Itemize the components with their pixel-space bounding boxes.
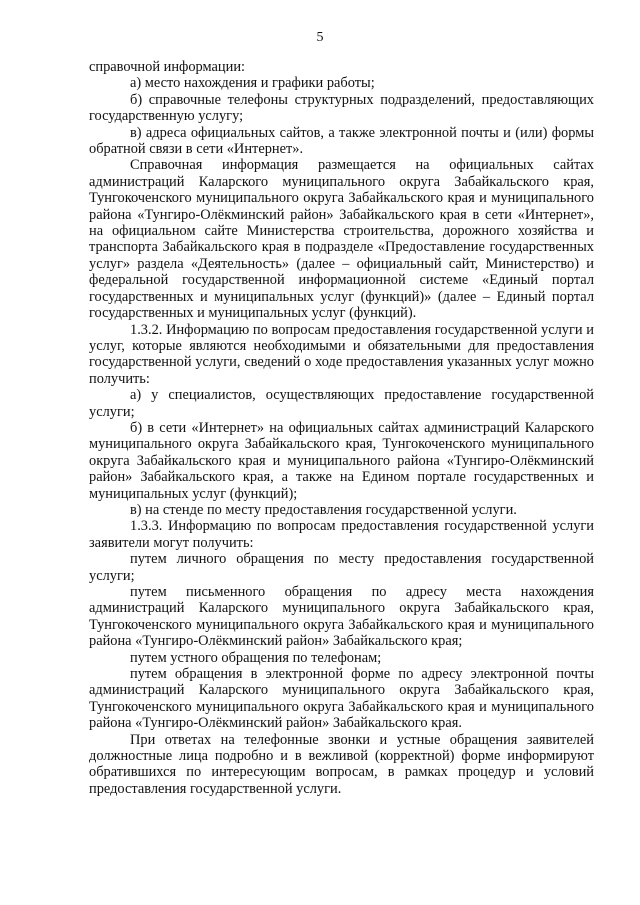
paragraph: Справочная информация размещается на официальных сайтах администраций Каларского муниципального округа Забайкальского края, Тунгокоченского муниципального округа Забайкальского края и муниципального района «Тунгиро-Олёкминский район» Забайкальского края в сети «Интернет», на официальном сайте Министерства строительства, дорожного хозяйства и транспорта Забайкальского края в подразделе «Предоставление государственных услуг» раздела «Деятельность» (далее – официальный сайт, Министерство) и федеральной государственной информационной системе «Единый портал государственных и муниципальных услуг (функций)» (далее – Единый портал государственных и муниципальных услуг (функций). bbox=[89, 157, 594, 322]
paragraph: При ответах на телефонные звонки и устные обращения заявителей должностные лица подробно и в вежливой (корректной) форме информируют обратившихся по интересующим вопросам, в рамках процедур и условий предоставления государственной услуги. bbox=[89, 731, 594, 797]
paragraph: путем обращения в электронной форме по адресу электронной почты администраций Каларского муниципального округа Забайкальского края, Тунгокоченского муниципального округа Забайкальского края и муниципального района «Тунгиро-Олёкминский район» Забайкальского края. bbox=[89, 666, 594, 732]
paragraph: б) справочные телефоны структурных подразделений, предоставляющих государственную услугу; bbox=[89, 91, 594, 125]
paragraph: в) на стенде по месту предоставления государственной услуги. bbox=[130, 501, 517, 518]
paragraph: путем устного обращения по телефонам; bbox=[130, 649, 382, 666]
paragraph: в) адреса официальных сайтов, а также электронной почты и (или) формы обратной связи в сети «Интернет». bbox=[89, 124, 594, 158]
paragraph: а) место нахождения и графики работы; bbox=[130, 75, 375, 92]
paragraph: путем письменного обращения по адресу места нахождения администраций Каларского муниципального округа Забайкальского края, Тунгокоченского муниципального округа Забайкальского края и муниципального района «Тунгиро-Олёкминский район» Забайкальского края; bbox=[89, 584, 594, 650]
paragraph: б) в сети «Интернет» на официальных сайтах администраций Каларского муниципального округа Забайкальского края, Тунгокоченского муниципального округа Забайкальского края и муниципального района «Тунгиро-Олёкминский район» Забайкальского края, а также на Едином портале государственных и муниципальных услуг (функций); bbox=[89, 419, 594, 502]
document-body bbox=[89, 59, 594, 797]
paragraph: путем личного обращения по месту предоставления государственной услуги; bbox=[89, 551, 594, 584]
paragraph: справочной информации: bbox=[89, 59, 246, 75]
paragraph: 1.3.2. Информацию по вопросам предоставления государственной услуги и услуг, которые являются необходимыми и обязательными для предоставления государственной услуги, сведений о ходе предоставления указанных услуг можно получить: bbox=[89, 321, 594, 387]
page-number: 5 bbox=[316, 30, 324, 45]
paragraph: а) у специалистов, осуществляющих предоставление государственной услуги; bbox=[89, 387, 594, 420]
paragraph: 1.3.3. Информацию по вопросам предоставления государственной услуги заявители могут получить: bbox=[89, 518, 594, 551]
